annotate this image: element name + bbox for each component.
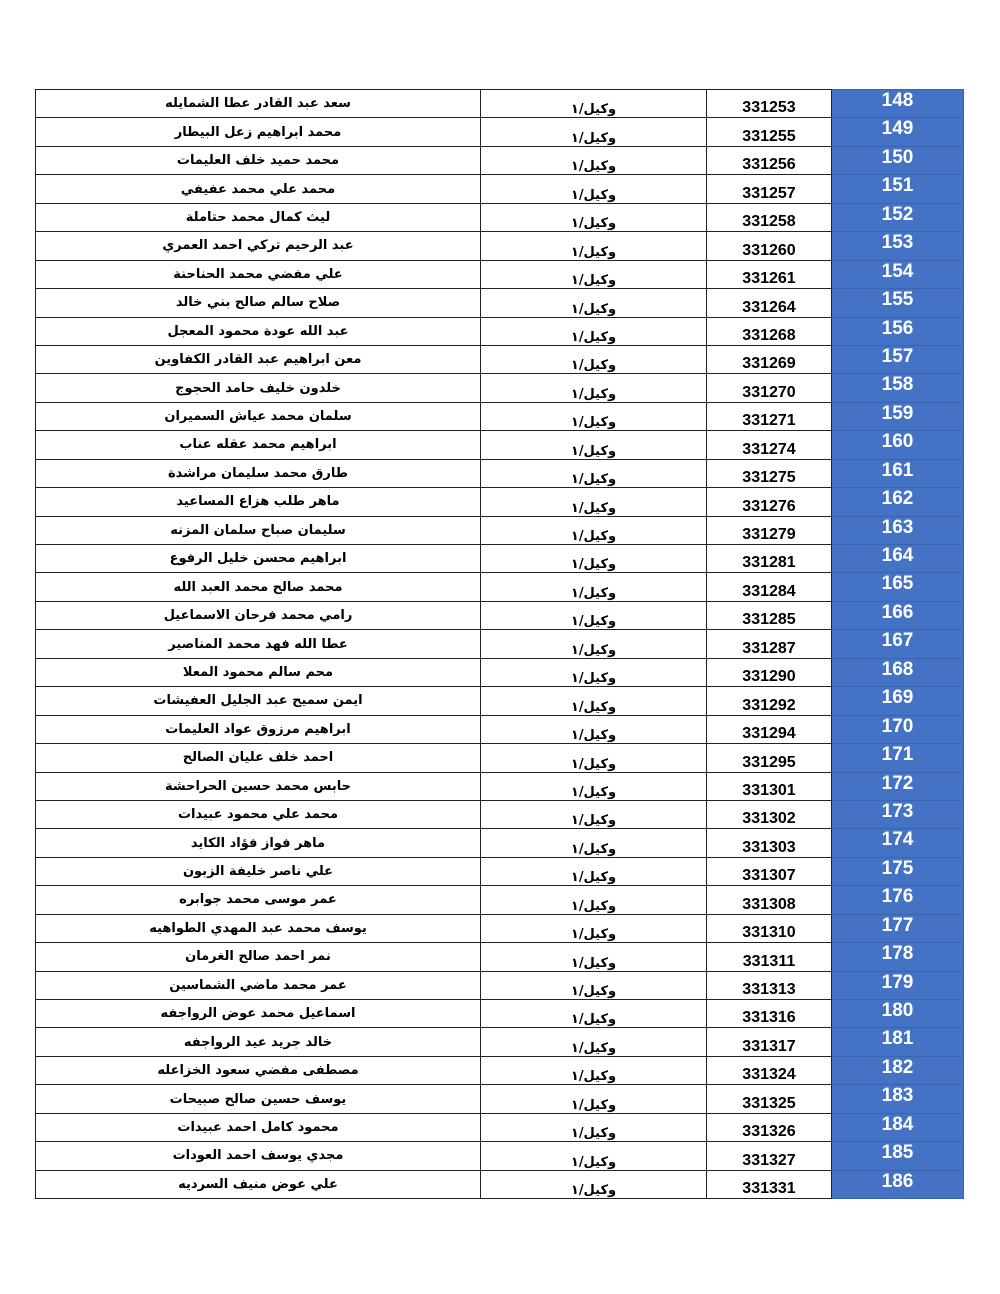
serial-number-cell: 182 (832, 1056, 964, 1084)
name-cell: ابراهيم محسن خليل الرفوع (36, 545, 481, 573)
serial-number-cell: 166 (832, 601, 964, 629)
table-row (36, 1056, 964, 1084)
rank-cell: وكيل/١ (481, 374, 707, 402)
rank-cell: وكيل/١ (481, 1000, 707, 1028)
serial-number-cell: 155 (832, 289, 964, 317)
name-cell: نمر احمد صالح الغرمان (36, 943, 481, 971)
serial-number-cell: 170 (832, 715, 964, 743)
rank-cell: وكيل/١ (481, 573, 707, 601)
rank-cell: وكيل/١ (481, 687, 707, 715)
id-number-cell: 331281 (707, 545, 832, 573)
serial-number-cell: 159 (832, 402, 964, 430)
serial-number-cell: 163 (832, 516, 964, 544)
name-cell: ماهر طلب هزاع المساعيد (36, 488, 481, 516)
id-number-cell: 331270 (707, 374, 832, 402)
name-cell: عبد الله عودة محمود المعجل (36, 317, 481, 345)
serial-number-cell: 174 (832, 829, 964, 857)
table-row (36, 260, 964, 288)
id-number-cell: 331326 (707, 1113, 832, 1141)
serial-number-cell: 153 (832, 232, 964, 260)
serial-number-cell: 148 (832, 90, 964, 118)
id-number-cell: 331331 (707, 1170, 832, 1198)
rank-cell: وكيل/١ (481, 1170, 707, 1198)
rank-cell: وكيل/١ (481, 829, 707, 857)
serial-number-cell: 167 (832, 630, 964, 658)
id-number-cell: 331257 (707, 175, 832, 203)
serial-number-cell: 161 (832, 459, 964, 487)
name-cell: رامي محمد فرحان الاسماعيل (36, 601, 481, 629)
name-cell: طارق محمد سليمان مراشدة (36, 459, 481, 487)
rank-cell: وكيل/١ (481, 886, 707, 914)
table-row (36, 630, 964, 658)
table-row (36, 317, 964, 345)
rank-cell: وكيل/١ (481, 545, 707, 573)
name-cell: صلاح سالم صالح بني خالد (36, 289, 481, 317)
name-cell: عمر محمد ماضي الشماسين (36, 971, 481, 999)
serial-number-cell: 171 (832, 744, 964, 772)
rank-cell: وكيل/١ (481, 516, 707, 544)
id-number-cell: 331301 (707, 772, 832, 800)
rank-cell: وكيل/١ (481, 630, 707, 658)
id-number-cell: 331308 (707, 886, 832, 914)
table-row (36, 914, 964, 942)
table-row (36, 658, 964, 686)
serial-number-cell: 185 (832, 1142, 964, 1170)
table-row (36, 203, 964, 231)
table-row (36, 800, 964, 828)
name-cell: يوسف محمد عبد المهدي الطواهيه (36, 914, 481, 942)
name-cell: يوسف حسين صالح صبيحات (36, 1085, 481, 1113)
serial-number-cell: 162 (832, 488, 964, 516)
table-row (36, 516, 964, 544)
id-number-cell: 331274 (707, 431, 832, 459)
table-row (36, 1170, 964, 1198)
id-number-cell: 331285 (707, 601, 832, 629)
id-number-cell: 331261 (707, 260, 832, 288)
id-number-cell: 331268 (707, 317, 832, 345)
table-row (36, 601, 964, 629)
name-cell: ماهر فواز فؤاد الكايد (36, 829, 481, 857)
serial-number-cell: 172 (832, 772, 964, 800)
id-number-cell: 331325 (707, 1085, 832, 1113)
name-cell: مجدي يوسف احمد العودات (36, 1142, 481, 1170)
table-row (36, 289, 964, 317)
table-row (36, 118, 964, 146)
table-body (36, 90, 964, 1199)
rank-cell: وكيل/١ (481, 1085, 707, 1113)
rank-cell: وكيل/١ (481, 601, 707, 629)
serial-number-cell: 184 (832, 1113, 964, 1141)
serial-number-cell: 158 (832, 374, 964, 402)
table-row (36, 744, 964, 772)
table-row (36, 1085, 964, 1113)
name-cell: عمر موسى محمد جوابره (36, 886, 481, 914)
serial-number-cell: 160 (832, 431, 964, 459)
table-row (36, 1000, 964, 1028)
table-row (36, 459, 964, 487)
name-cell: علي ناصر خليفة الزبون (36, 857, 481, 885)
serial-number-cell: 150 (832, 146, 964, 174)
table-row (36, 829, 964, 857)
name-cell: ليث كمال محمد حتاملة (36, 203, 481, 231)
rank-cell: وكيل/١ (481, 971, 707, 999)
name-cell: عطا الله فهد محمد المناصير (36, 630, 481, 658)
id-number-cell: 331279 (707, 516, 832, 544)
name-cell: سعد عبد القادر عطا الشمايله (36, 90, 481, 118)
serial-number-cell: 177 (832, 914, 964, 942)
table-row (36, 1142, 964, 1170)
name-cell: عبد الرحيم تركي احمد العمري (36, 232, 481, 260)
name-cell: محمد صالح محمد العبد الله (36, 573, 481, 601)
name-cell: احمد خلف عليان الصالح (36, 744, 481, 772)
serial-number-cell: 178 (832, 943, 964, 971)
name-cell: محمد علي محمود عبيدات (36, 800, 481, 828)
table-row (36, 772, 964, 800)
serial-number-cell: 175 (832, 857, 964, 885)
table-row (36, 402, 964, 430)
rank-cell: وكيل/١ (481, 317, 707, 345)
name-cell: اسماعيل محمد عوض الرواجفه (36, 1000, 481, 1028)
serial-number-cell: 168 (832, 658, 964, 686)
rank-cell: وكيل/١ (481, 232, 707, 260)
name-cell: ايمن سميح عبد الجليل العفيشات (36, 687, 481, 715)
table-row (36, 345, 964, 373)
rank-cell: وكيل/١ (481, 488, 707, 516)
table-row (36, 545, 964, 573)
table-row (36, 232, 964, 260)
id-number-cell: 331255 (707, 118, 832, 146)
rank-cell: وكيل/١ (481, 459, 707, 487)
id-number-cell: 331256 (707, 146, 832, 174)
serial-number-cell: 149 (832, 118, 964, 146)
table-row (36, 374, 964, 402)
id-number-cell: 331302 (707, 800, 832, 828)
table-row (36, 175, 964, 203)
rank-cell: وكيل/١ (481, 431, 707, 459)
serial-number-cell: 156 (832, 317, 964, 345)
id-number-cell: 331290 (707, 658, 832, 686)
rank-cell: وكيل/١ (481, 772, 707, 800)
rank-cell: وكيل/١ (481, 90, 707, 118)
serial-number-cell: 173 (832, 800, 964, 828)
name-cell: معن ابراهيم عبد القادر الكفاوين (36, 345, 481, 373)
name-cell: محمد حميد خلف العليمات (36, 146, 481, 174)
serial-number-cell: 181 (832, 1028, 964, 1056)
id-number-cell: 331276 (707, 488, 832, 516)
rank-cell: وكيل/١ (481, 1142, 707, 1170)
table-row (36, 886, 964, 914)
rank-cell: وكيل/١ (481, 943, 707, 971)
name-cell: علي مفضي محمد الحناحنة (36, 260, 481, 288)
name-cell: محمود كامل احمد عبيدات (36, 1113, 481, 1141)
id-number-cell: 331264 (707, 289, 832, 317)
table-row (36, 1028, 964, 1056)
id-number-cell: 331311 (707, 943, 832, 971)
rank-cell: وكيل/١ (481, 402, 707, 430)
name-cell: محمد علي محمد عفيفي (36, 175, 481, 203)
table-row (36, 431, 964, 459)
rank-cell: وكيل/١ (481, 1028, 707, 1056)
id-number-cell: 331275 (707, 459, 832, 487)
id-number-cell: 331313 (707, 971, 832, 999)
serial-number-cell: 164 (832, 545, 964, 573)
serial-number-cell: 180 (832, 1000, 964, 1028)
id-number-cell: 331295 (707, 744, 832, 772)
table-row (36, 971, 964, 999)
rank-cell: وكيل/١ (481, 715, 707, 743)
rank-cell: وكيل/١ (481, 857, 707, 885)
table-row (36, 1113, 964, 1141)
id-number-cell: 331284 (707, 573, 832, 601)
id-number-cell: 331294 (707, 715, 832, 743)
table-row (36, 90, 964, 118)
serial-number-cell: 157 (832, 345, 964, 373)
name-cell: مصطفى مفضي سعود الخزاعله (36, 1056, 481, 1084)
id-number-cell: 331269 (707, 345, 832, 373)
id-number-cell: 331271 (707, 402, 832, 430)
serial-number-cell: 154 (832, 260, 964, 288)
name-cell: محم سالم محمود المعلا (36, 658, 481, 686)
name-cell: محمد ابراهيم زعل البيطار (36, 118, 481, 146)
rank-cell: وكيل/١ (481, 260, 707, 288)
name-cell: علي عوض منيف السرديه (36, 1170, 481, 1198)
table-row (36, 687, 964, 715)
table-row (36, 146, 964, 174)
rank-cell: وكيل/١ (481, 345, 707, 373)
rank-cell: وكيل/١ (481, 658, 707, 686)
serial-number-cell: 152 (832, 203, 964, 231)
table-row (36, 857, 964, 885)
rank-cell: وكيل/١ (481, 146, 707, 174)
id-number-cell: 331317 (707, 1028, 832, 1056)
serial-number-cell: 169 (832, 687, 964, 715)
id-number-cell: 331307 (707, 857, 832, 885)
serial-number-cell: 186 (832, 1170, 964, 1198)
table-row (36, 943, 964, 971)
personnel-table (35, 89, 964, 1199)
serial-number-cell: 179 (832, 971, 964, 999)
rank-cell: وكيل/١ (481, 914, 707, 942)
id-number-cell: 331287 (707, 630, 832, 658)
table-row (36, 715, 964, 743)
id-number-cell: 331316 (707, 1000, 832, 1028)
serial-number-cell: 151 (832, 175, 964, 203)
name-cell: سلمان محمد عياش السميران (36, 402, 481, 430)
serial-number-cell: 165 (832, 573, 964, 601)
id-number-cell: 331253 (707, 90, 832, 118)
name-cell: ابراهيم مرزوق عواد العليمات (36, 715, 481, 743)
rank-cell: وكيل/١ (481, 203, 707, 231)
id-number-cell: 331258 (707, 203, 832, 231)
serial-number-cell: 183 (832, 1085, 964, 1113)
rank-cell: وكيل/١ (481, 1056, 707, 1084)
id-number-cell: 331327 (707, 1142, 832, 1170)
rank-cell: وكيل/١ (481, 744, 707, 772)
table-row (36, 488, 964, 516)
name-cell: حابس محمد حسين الحراحشة (36, 772, 481, 800)
id-number-cell: 331260 (707, 232, 832, 260)
rank-cell: وكيل/١ (481, 118, 707, 146)
rank-cell: وكيل/١ (481, 175, 707, 203)
name-cell: خلدون خليف حامد الحجوج (36, 374, 481, 402)
table-row (36, 573, 964, 601)
id-number-cell: 331292 (707, 687, 832, 715)
name-cell: ابراهيم محمد عقله عناب (36, 431, 481, 459)
serial-number-cell: 176 (832, 886, 964, 914)
id-number-cell: 331303 (707, 829, 832, 857)
rank-cell: وكيل/١ (481, 1113, 707, 1141)
rank-cell: وكيل/١ (481, 800, 707, 828)
id-number-cell: 331324 (707, 1056, 832, 1084)
id-number-cell: 331310 (707, 914, 832, 942)
name-cell: سليمان صباح سلمان المزنه (36, 516, 481, 544)
rank-cell: وكيل/١ (481, 289, 707, 317)
name-cell: خالد جريد عيد الرواجفه (36, 1028, 481, 1056)
